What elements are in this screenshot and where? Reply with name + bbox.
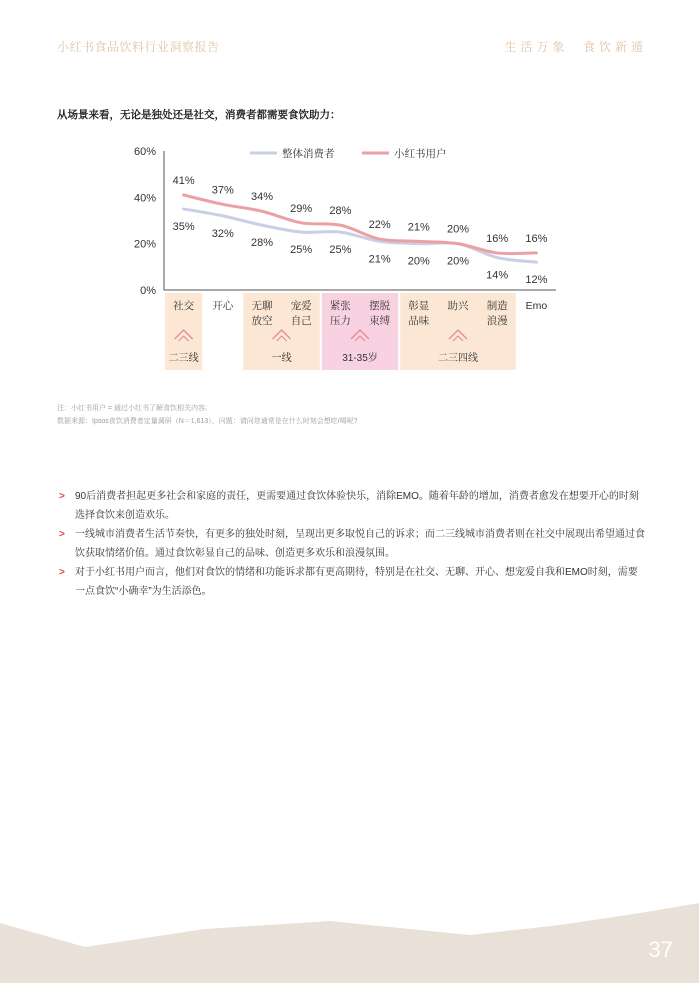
legend-label-overall: 整体消费者 [282, 148, 335, 160]
data-label: 32% [211, 227, 234, 240]
note-source: 数据来源：Ipsos食饮消费者定量调研（N＝1,613），问题：请问您通常是在什么时刻会想吃/喝呢? [57, 418, 358, 425]
series-line-xhs [184, 195, 537, 257]
group-label: 31-35岁 [342, 353, 378, 364]
insight-text: 对于小红书用户而言，他们对食饮的情绪和功能诉求都有更高期待，特别是在社交、无聊、开心、想宠爱自我和EMO时刻，需要一点食饮“小确幸”为生活添色。 [75, 567, 638, 597]
data-label: 22% [368, 219, 391, 232]
group-label: 二三线 [168, 353, 199, 364]
x-tick-label: 束缚 [369, 315, 391, 327]
report-tagline: 生活万象 食饮新遁 [504, 40, 647, 54]
data-label: 28% [250, 237, 274, 250]
x-tick-label: 彰显 [408, 300, 430, 312]
x-tick-label: 摆脱 [369, 300, 391, 312]
data-label: 41% [172, 175, 195, 188]
data-label: 34% [250, 191, 274, 204]
bullet-arrow-icon: > [59, 567, 65, 578]
report-title: 小红书食品饮料行业洞察报告 [57, 40, 220, 54]
data-label: 28% [329, 205, 352, 218]
group-label: 二三四线 [438, 353, 478, 364]
y-tick-label: 0% [140, 285, 156, 297]
x-tick-label: Emo [525, 300, 548, 312]
x-tick-label: 压力 [329, 315, 351, 327]
y-tick-label: 60% [133, 146, 156, 158]
x-tick-label: 助兴 [447, 300, 469, 312]
data-label: 14% [486, 269, 509, 282]
data-label: 25% [290, 244, 313, 257]
data-label: 21% [407, 221, 430, 234]
x-tick-label: 放空 [251, 315, 273, 327]
data-label: 35% [172, 220, 195, 233]
data-label: 16% [525, 232, 548, 245]
series-line-overall [184, 209, 537, 262]
section-title: 从场景来看，无论是独处还是社交，消费者都需要食饮助力： [57, 109, 341, 121]
x-tick-label: 开心 [212, 300, 234, 312]
bullet-arrow-icon: > [59, 491, 65, 502]
chart-notes [57, 402, 358, 428]
insight-item [57, 525, 647, 563]
x-tick-label: 浪漫 [486, 315, 508, 327]
page-number: 37 [648, 937, 673, 962]
line-chart [0, 0, 699, 400]
note-line-1: 注：小红书用户 = 通过小红书了解食饮相关内容; [57, 405, 207, 412]
x-tick-label: 品味 [408, 315, 430, 327]
data-label: 29% [290, 202, 313, 215]
data-label: 20% [407, 255, 430, 268]
insight-text: 一线城市消费者生活节奏快，有更多的独处时刻，呈现出更多取悦自己的诉求；而二三线城市消费者则在社交中展现出希望通过食饮获取情绪价值。通过食饮彰显自己的品味、创造更多欢乐和浪漫氛围。 [75, 529, 645, 559]
x-tick-label: 制造 [486, 300, 508, 312]
x-tick-label: 紧张 [329, 300, 351, 312]
x-tick-label: 社交 [173, 300, 195, 312]
insight-list [57, 487, 647, 601]
data-label: 37% [211, 184, 234, 197]
data-label: 20% [446, 255, 470, 268]
x-tick-label: 无聊 [251, 300, 273, 312]
y-tick-label: 40% [133, 192, 156, 205]
data-label: 21% [368, 253, 391, 266]
data-label: 25% [329, 244, 352, 257]
insight-item [57, 563, 647, 601]
x-tick-label: 宠爱 [290, 300, 312, 312]
data-label: 20% [446, 223, 470, 236]
legend-label-xhs: 小红书用户 [394, 148, 447, 160]
data-label: 12% [525, 274, 548, 287]
footer-mountain-shape [0, 895, 699, 983]
y-tick-label: 20% [133, 238, 156, 251]
data-label: 16% [486, 232, 509, 245]
insight-text: 90后消费者担起更多社会和家庭的责任，更需要通过食饮体验快乐，消除EMO。随着年龄的增加，消费者愈发在想要开心的时刻选择食饮来创造欢乐。 [75, 491, 639, 521]
bullet-arrow-icon: > [59, 529, 65, 540]
group-label: 一线 [271, 353, 292, 364]
insight-item [57, 487, 647, 525]
x-tick-label: 自己 [290, 315, 312, 327]
